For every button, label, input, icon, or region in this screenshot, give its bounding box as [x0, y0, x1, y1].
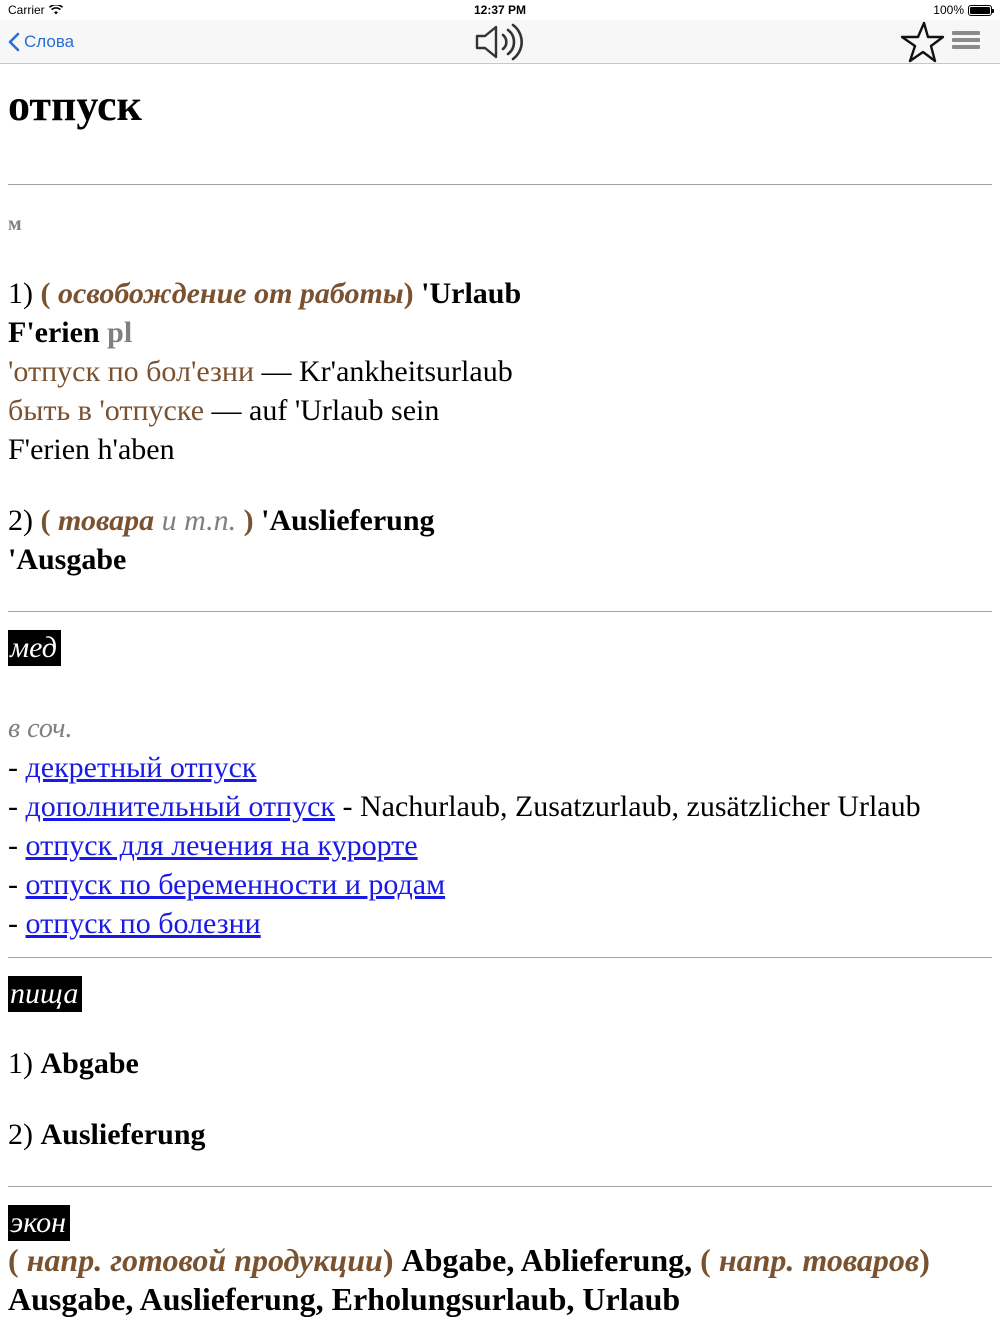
back-label: Слова: [24, 32, 75, 51]
translation: 'Ausgabe: [8, 543, 127, 576]
combination-item: [8, 748, 992, 787]
sense-number: 2): [8, 504, 33, 537]
combination-link[interactable]: отпуск по болезни: [25, 907, 261, 940]
combination-item: [8, 787, 992, 826]
translation: F'erien: [8, 316, 100, 349]
list-dash: -: [8, 907, 26, 940]
sense-gloss: напр. готовой продукции: [26, 1242, 383, 1278]
food-sense-1: [8, 1044, 992, 1083]
nav-bar: [0, 20, 1000, 64]
combination-item: [8, 904, 992, 943]
carrier-label: Carrier: [8, 3, 45, 17]
speaker-button[interactable]: [473, 23, 527, 61]
combination-item: [8, 865, 992, 904]
combination-link[interactable]: дополнительный отпуск: [25, 790, 336, 823]
sense-gloss: напр. товаров: [718, 1242, 920, 1278]
list-dash: -: [8, 829, 26, 862]
menu-bar-line: [952, 45, 980, 49]
combination-item: [8, 826, 992, 865]
back-button[interactable]: [8, 28, 74, 56]
example-source: быть в 'отпуске: [8, 394, 205, 427]
example-translation: F'erien h'aben: [8, 433, 175, 466]
translation: Auslieferung: [40, 1118, 206, 1151]
sense-gloss: освобождение от работы: [58, 277, 404, 310]
status-time: 12:37 PM: [473, 3, 527, 17]
paren-open: (: [700, 1242, 711, 1278]
menu-bar-line: [952, 31, 980, 35]
sense-number: 2): [8, 1118, 33, 1151]
paren-open: (: [40, 277, 51, 310]
separator: [8, 184, 992, 185]
battery-icon: [968, 5, 992, 16]
menu-bar-line: [952, 38, 980, 42]
sense-2-line-2: [8, 540, 992, 579]
translation: 'Auslieferung: [261, 504, 435, 537]
grammar-label: м: [8, 213, 22, 235]
sense-1-line-2: [8, 313, 992, 352]
combination-link[interactable]: отпуск по беременности и родам: [25, 868, 446, 901]
menu-button[interactable]: [950, 28, 982, 56]
example-1: [8, 352, 992, 391]
paren-open: (: [8, 1242, 19, 1278]
example-3: [8, 430, 992, 469]
sense-number: 1): [8, 1047, 33, 1080]
favorite-star-button[interactable]: [898, 20, 946, 64]
status-right: [933, 3, 992, 17]
translation: Ausgabe, Auslieferung, Erholungsurlaub, Urlaub: [8, 1281, 681, 1317]
battery-percent: 100%: [933, 3, 964, 17]
entry-content: [8, 64, 992, 1319]
sense-1-line: [8, 274, 992, 313]
combination-link[interactable]: декретный отпуск: [25, 751, 257, 784]
sense-number: 1): [8, 277, 33, 310]
combination-translation: - Nachurlaub, Zusatzurlaub, zusätzlicher Urlaub: [335, 790, 921, 823]
paren-close: ): [243, 504, 254, 537]
translation: Abgabe: [40, 1047, 139, 1080]
med-combination-list: [8, 748, 992, 943]
status-bar: [0, 0, 1000, 20]
paren-open: (: [40, 504, 51, 537]
example-translation: — Kr'ankheitsurlaub: [254, 355, 513, 388]
grammar-note: pl: [107, 316, 133, 349]
econ-line: [8, 1241, 992, 1319]
gloss-note: и т.п.: [161, 504, 237, 537]
combination-note: в соч.: [8, 713, 73, 744]
headword: отпуск: [8, 81, 142, 130]
translation: 'Urlaub: [421, 277, 522, 310]
section-label-med: мед: [8, 630, 61, 666]
sense-gloss: товара: [58, 504, 155, 537]
battery-fill: [970, 7, 990, 14]
sense-2-line: [8, 501, 992, 540]
paren-close: ): [382, 1242, 394, 1278]
example-translation: — auf 'Urlaub sein: [204, 394, 440, 427]
speaker-icon: [473, 23, 527, 61]
section-label-econ: экон: [8, 1205, 70, 1241]
food-sense-2: [8, 1115, 992, 1154]
section-label-food: пища: [8, 976, 82, 1012]
example-2: [8, 391, 992, 430]
list-dash: -: [8, 868, 26, 901]
paren-close: ): [919, 1242, 930, 1278]
star-icon: [898, 20, 946, 64]
translation: Abgabe, Ablieferung,: [393, 1242, 701, 1278]
chevron-left-icon: [8, 32, 20, 52]
list-dash: -: [8, 751, 26, 784]
example-source: 'отпуск по бол'езни: [8, 355, 255, 388]
list-dash: -: [8, 790, 26, 823]
paren-close: ): [403, 277, 414, 310]
combination-link[interactable]: отпуск для лечения на курорте: [25, 829, 418, 862]
